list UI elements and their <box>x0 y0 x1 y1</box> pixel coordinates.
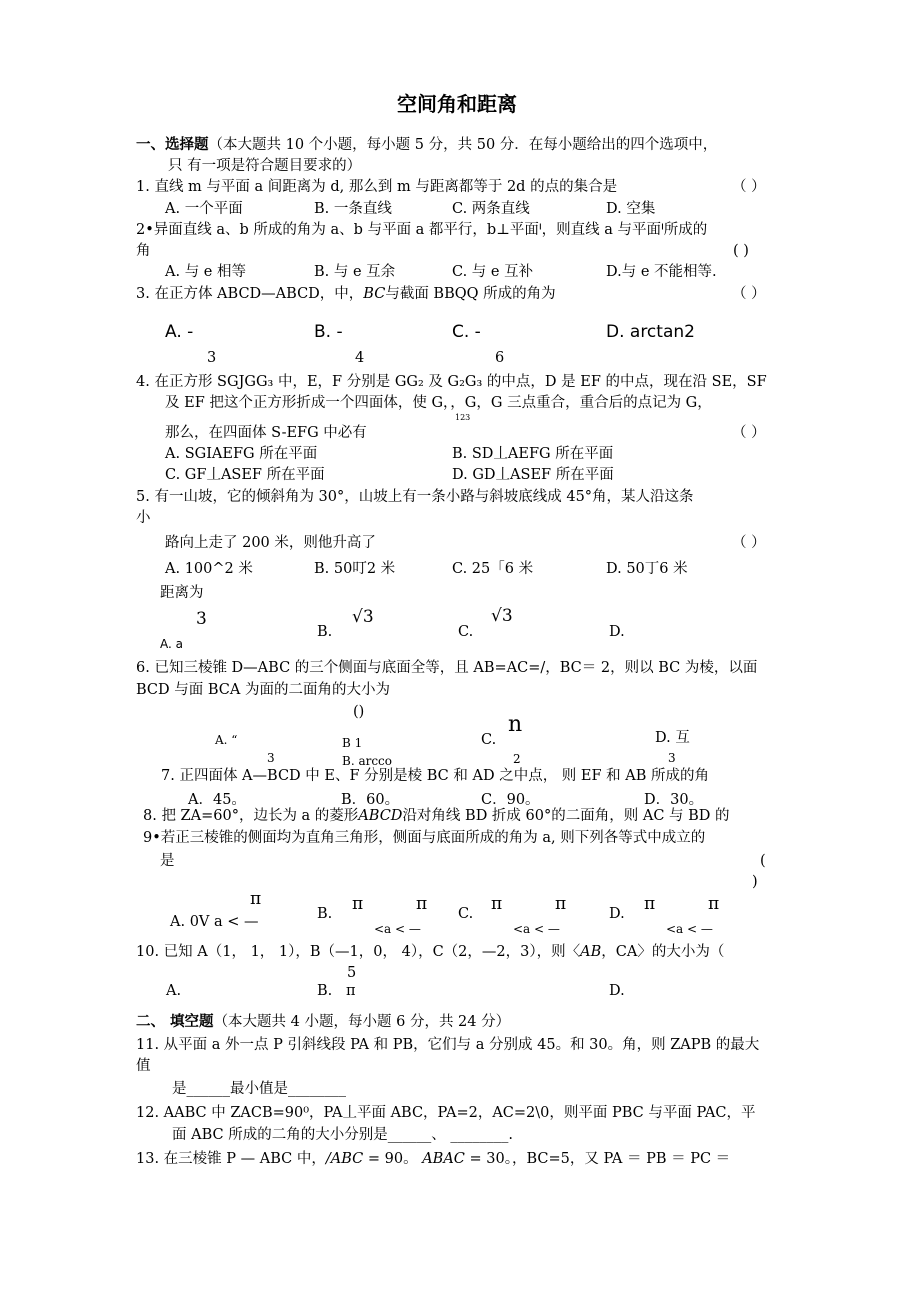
q11-stem-line1: 11. 从平面 a 外一点 P 引斜线段 PA 和 PB，它们与 a 分别成 45。和 30。角，则 ZAPB 的最大 <box>136 1037 760 1053</box>
q9-option-c-pi-right: π <box>555 894 567 914</box>
q10-option-b: B. <box>317 983 333 999</box>
q9-stem-line2: 是 <box>160 853 175 869</box>
q1-option-d: D. 空集 <box>606 201 656 217</box>
q9-option-b: B. <box>317 906 333 922</box>
q6-option-d-denominator: 3 <box>668 751 676 765</box>
q4-stem-line3: 那么，在四面体 S-EFG 中必有 <box>165 425 367 441</box>
q5-option-b: B. 50叮2 米 <box>314 561 396 577</box>
q7-option-c: C．90。 <box>481 792 540 808</box>
q6-option-c: C. <box>481 732 497 748</box>
q9-option-a: A. 0V a < — <box>170 914 259 930</box>
q1-option-c: C. 两条直线 <box>452 201 530 217</box>
q3-answer-paren: （ ） <box>732 286 766 302</box>
q9-option-d-pi-right: π <box>708 894 720 914</box>
q9-option-d: D. <box>609 906 625 922</box>
q3-option-b-denominator: 4 <box>355 350 365 366</box>
q7-option-a: A．45。 <box>188 792 246 808</box>
section-1-header <box>136 136 717 154</box>
q4-subscript: 123 <box>455 413 471 422</box>
q5-answer-paren: （ ） <box>732 535 766 551</box>
q7-option-b: B．60。 <box>341 792 400 808</box>
q6-option-b-text: B. arcco <box>342 754 393 768</box>
q2-option-b: B. 与 e 互余 <box>314 264 396 280</box>
q3-stem-pre: 3. 在正方体 ABCD—ABCD，中， <box>136 286 364 302</box>
q5-stem-line3: 路向上走了 200 米，则他升高了 <box>165 535 376 551</box>
q4-option-d: D. GD丄ASEF 所在平面 <box>452 467 614 483</box>
q7-stem: 7. 正四面体 A—BCD 中 E、F 分别是棱 BC 和 AD 之中点， 则 EF 和 AB 所成的角 <box>161 768 710 784</box>
q3-option-b: B. - <box>314 322 343 342</box>
q10-stem-post: ，CA〉的大小为（ <box>601 944 725 960</box>
q5-distance-label: 距离为 <box>160 585 204 601</box>
q5-sub-option-b: B. <box>317 624 333 640</box>
q3-option-a-denominator: 3 <box>207 350 217 366</box>
q13-stem-post: = 30。，BC=5，又 PA ＝ PB ＝ PC ＝ <box>464 1151 731 1167</box>
q3-option-c-denominator: 6 <box>495 350 505 366</box>
q6-option-c-numerator: n <box>508 712 523 737</box>
q9-option-c-pi-left: π <box>491 894 503 914</box>
q2-answer-paren: ( ) <box>733 243 749 259</box>
q1-option-a: A. 一个平面 <box>165 201 243 217</box>
q3-option-d: D. arctan2 <box>606 322 695 342</box>
page-title: 空间角和距离 <box>397 92 517 116</box>
q9-option-d-pi-left: π <box>644 894 656 914</box>
q3-stem <box>136 285 556 303</box>
q9-option-b-pi-left: π <box>352 894 364 914</box>
q5-sub-option-a-numerator: 3 <box>196 609 207 629</box>
section-1-desc-line2: 只 有一项是符合题目要求的） <box>168 158 362 174</box>
q5-stem-line2: 小 <box>136 510 151 526</box>
q10-stem-ab: AB <box>580 944 602 960</box>
q9-option-d-range: <a < — <box>666 922 713 936</box>
q6-option-c-denominator: 2 <box>513 752 521 766</box>
q4-stem-line1: 4. 在正方形 SGJGG₃ 中，E，F 分别是 GG₂ 及 G₂G₃ 的中点，D 是 EF 的中点，现在沿 SE，SF <box>136 374 767 390</box>
q2-option-c: C. 与 e 互补 <box>452 264 534 280</box>
q5-stem-line1: 5. 有一山坡，它的倾斜角为 30°，山坡上有一条小路与斜坡底线成 45°角，某人沿这条 <box>136 489 694 505</box>
q2-stem-line2: 角 <box>136 243 151 259</box>
q4-option-a: A. SGIAEFG 所在平面 <box>165 446 318 462</box>
section-2-header <box>136 1013 510 1031</box>
q10-option-a: A. <box>166 983 182 999</box>
q5-sub-option-b-sqrt: √3 <box>352 607 374 627</box>
q11-blanks: 是______最小值是________ <box>172 1081 346 1097</box>
q1-answer-paren: （ ） <box>732 179 766 195</box>
q1-stem: 1. 直线 m 与平面 a 间距离为 d, 那么到 m 与距离都等于 2d 的点的集合是 <box>136 179 618 195</box>
q13-angle-bac: ABAC <box>422 1151 465 1167</box>
q8-stem-abcd: ABCD <box>358 808 403 824</box>
q10-option-d: D. <box>609 983 625 999</box>
q5-option-c: C. 25「6 米 <box>452 561 534 577</box>
q2-stem: 2•异面直线 a、b 所成的角为 a、b 与平面 a 都平行，b⊥平面ᑊ，则直线 a 与平面ᑊ所成的 <box>136 222 708 238</box>
q2-option-d: D.与 e 不能相等. <box>606 264 717 280</box>
section-1-title: 一、选择题 <box>136 136 209 153</box>
q6-option-d: D. 互 <box>655 730 690 746</box>
q3-stem-bc: BC <box>363 286 386 302</box>
q6-answer-paren: () <box>353 704 365 720</box>
q4-option-c: C. GF丄ASEF 所在平面 <box>165 467 325 483</box>
q9-stem-line1: 9•若正三棱锥的侧面均为直角三角形，侧面与底面所成的角为 a, 则下列各等式中成立的 <box>143 830 706 846</box>
q9-paren-close: ) <box>752 874 758 890</box>
q10-stem <box>136 943 724 961</box>
q13-stem-mid: = 90。 <box>363 1151 423 1167</box>
q9-option-c: C. <box>458 906 474 922</box>
q6-stem-line1: 6. 已知三棱锥 D—ABC 的三个侧面与底面全等，且 AB=AC=/，BC＝ 2，则以 BC 为棱，以面 <box>136 660 758 676</box>
q8-stem-pre: 8. 把 ZA=60°，边长为 a 的菱形 <box>143 808 359 824</box>
section-2-desc: （本大题共 4 小题，每小题 6 分，共 24 分） <box>213 1014 511 1030</box>
q10-option-b-pi: π <box>346 983 356 999</box>
q9-option-b-range: <a < — <box>374 922 421 936</box>
q3-stem-post: 与截面 BBQQ 所成的角为 <box>385 286 556 302</box>
q4-option-b: B. SD丄AEFG 所在平面 <box>452 446 614 462</box>
q9-option-a-pi: π <box>250 889 262 909</box>
q5-option-d: D. 50丁6 米 <box>606 561 688 577</box>
q10-option-b-numerator: 5 <box>347 965 357 981</box>
q3-option-c: C. - <box>452 322 481 342</box>
q11-stem-line2: 值 <box>136 1058 151 1074</box>
q6-option-a-denominator: 3 <box>267 751 275 765</box>
q3-option-a: A. - <box>165 322 194 342</box>
q6-option-b: B 1 <box>342 736 363 750</box>
q5-sub-option-d: D. <box>609 624 625 640</box>
q13-stem <box>136 1150 730 1168</box>
q9-option-c-range: <a < — <box>513 922 560 936</box>
q9-paren-open: ( <box>760 853 766 869</box>
q5-option-a: A. 100^2 米 <box>165 561 253 577</box>
q4-stem-line2: 及 EF 把这个正方形折成一个四面体，使 G，，G，G 三点重合，重合后的点记为 G， <box>165 395 712 411</box>
q13-stem-pre: 13. 在三棱锥 P — ABC 中， <box>136 1151 326 1167</box>
q5-sub-option-c-sqrt: √3 <box>491 606 513 626</box>
q12-stem-line1: 12. AABC 中 ZACB=90⁰，PA丄平面 ABC，PA=2，AC=2\0，则平面 PBC 与平面 PAC，平 <box>136 1105 756 1121</box>
q5-sub-option-c: C. <box>458 624 474 640</box>
q4-answer-paren: （ ） <box>732 425 766 441</box>
q7-option-d: D．30。 <box>644 792 704 808</box>
q2-option-a: A. 与 e 相等 <box>165 264 246 280</box>
q8-stem <box>143 807 730 825</box>
q12-stem-line2: 面 ABC 所成的二角的大小分别是______、 ________. <box>172 1127 513 1143</box>
q5-sub-option-a: A. a <box>160 637 183 651</box>
q6-option-a: A. “ <box>215 733 238 747</box>
q10-stem-pre: 10. 已知 A（1， 1， 1），B（—1，0， 4），C（2，—2，3），则〈 <box>136 944 581 960</box>
q6-stem-line2: BCD 与面 BCA 为面的二面角的大小为 <box>136 682 390 698</box>
q1-option-b: B. 一条直线 <box>314 201 392 217</box>
q8-stem-post: 沿对角线 BD 折成 60°的二面角，则 AC 与 BD 的 <box>402 808 730 824</box>
section-2-title: 二、 填空题 <box>136 1013 214 1030</box>
q9-option-b-pi-right: π <box>416 894 428 914</box>
section-1-desc: （本大题共 10 个小题，每小题 5 分，共 50 分．在每小题给出的四个选项中， <box>208 137 718 153</box>
q13-angle-abc: /ABC <box>325 1151 364 1167</box>
